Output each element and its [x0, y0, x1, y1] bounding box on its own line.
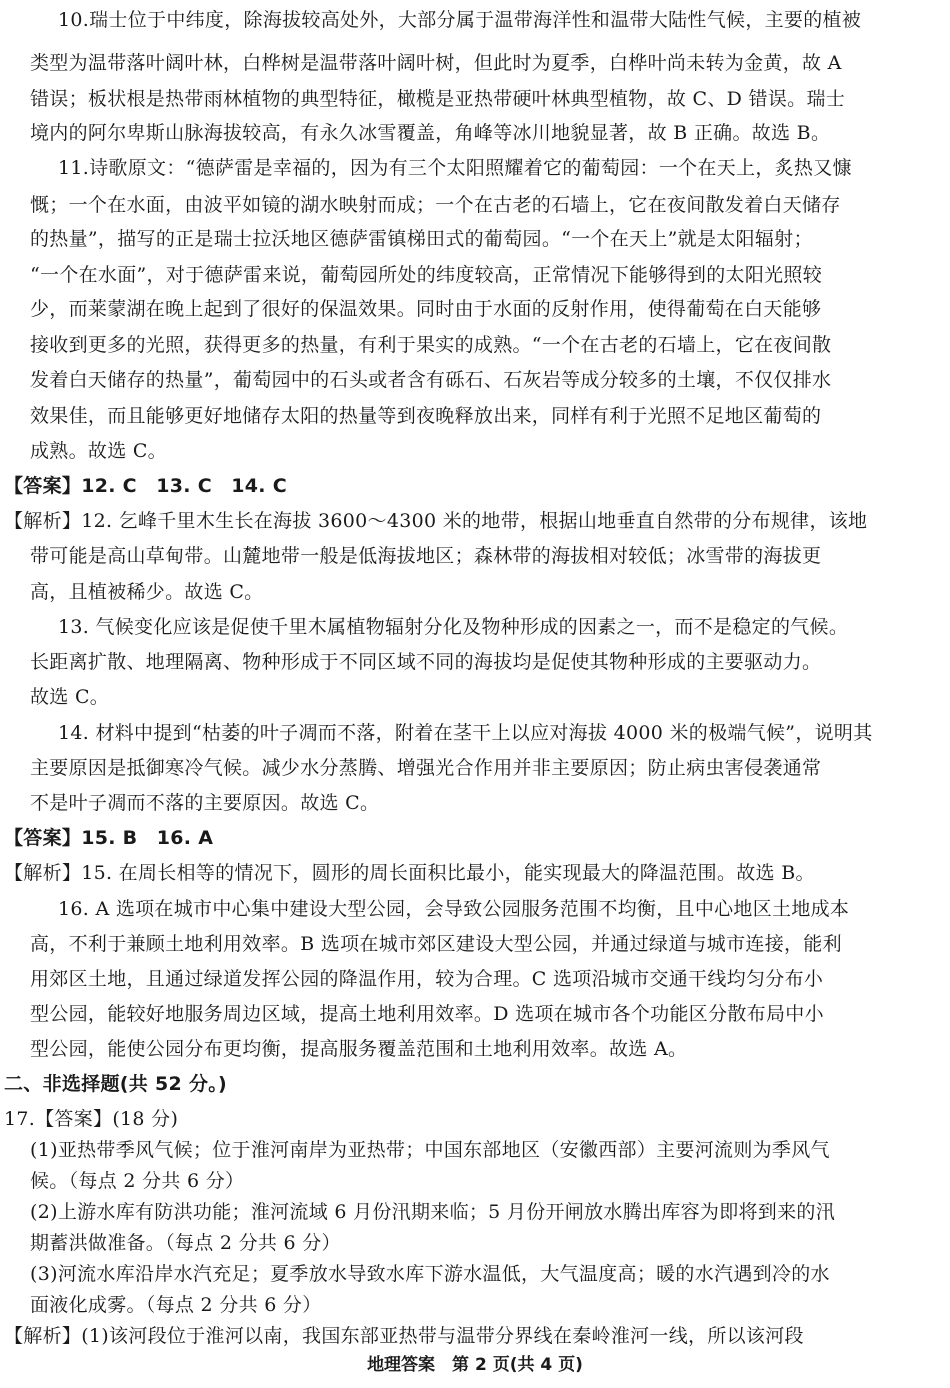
text-line: 主要原因是抵御寒冷气候。减少水分蒸腾、增强光合作用并非主要原因；防止病虫害侵袭通常 — [30, 757, 822, 779]
text-line: 的热量”，描写的正是瑞士拉沃地区德萨雷镇梯田式的葡萄园。“一个在天上”就是太阳辐射； — [30, 228, 813, 250]
text-line: 效果佳，而且能够更好地储存太阳的热量等到夜晚释放出来，同样有利于光照不足地区葡萄的 — [30, 405, 822, 427]
page-footer: 地理答案 第 2 页(共 4 页) — [367, 1355, 583, 1375]
text-line: 带可能是高山草甸带。山麓地带一般是低海拔地区；森林带的海拔相对较低；冰雪带的海拔更 — [30, 545, 822, 567]
section-heading: 二、非选择题(共 52 分。) — [4, 1073, 228, 1095]
text-line: 故选 C。 — [30, 686, 110, 708]
text-line: (3)河流水库沿岸水汽充足；夏季放水导致水库下游水温低，大气温度高；暖的水汽遇到冷的水 — [30, 1263, 830, 1285]
text-line: 长距离扩散、地理隔离、物种形成于不同区域不同的海拔均是促使其物种形成的主要驱动力。 — [30, 651, 822, 673]
text-line: 16. A 选项在城市中心集中建设大型公园，会导致公园服务范围不均衡，且中心地区土地成本 — [58, 898, 850, 920]
text-line: 境内的阿尔卑斯山脉海拔较高，有永久冰雪覆盖，角峰等冰川地貌显著，故 B 正确。故选 B。 — [30, 122, 831, 144]
text-line: 接收到更多的光照，获得更多的热量，有利于果实的成熟。“一个在古老的石墙上，它在夜间散 — [30, 334, 832, 356]
text-line: 10.瑞士位于中纬度，除海拔较高处外，大部分属于温带海洋性和温带大陆性气候，主要的植被 — [58, 9, 862, 31]
analysis-line: 【解析】(1)该河段位于淮河以南，我国东部亚热带与温带分界线在秦岭淮河一线，所以该河段 — [4, 1325, 804, 1347]
text-line: 成熟。故选 C。 — [30, 440, 167, 462]
text-line: 型公园，能使公园分布更均衡，提高服务覆盖范围和土地利用效率。故选 A。 — [30, 1038, 688, 1060]
answer-heading: 【答案】12. C 13. C 14. C — [4, 475, 287, 497]
text-line: 13. 气候变化应该是促使千里木属植物辐射分化及物种形成的因素之一，而不是稳定的气候。 — [58, 616, 849, 638]
text-line: 面液化成雾。（每点 2 分共 6 分） — [30, 1294, 322, 1316]
analysis-line: 【解析】12. 乞峰千里木生长在海拔 3600～4300 米的地带，根据山地垂直自然带的分布规律，该地 — [4, 510, 868, 532]
text-line: 发着白天储存的热量”，葡萄园中的石头或者含有砾石、石灰岩等成分较多的土壤，不仅仅排水 — [30, 369, 832, 391]
answer-heading: 【答案】15. B 16. A — [4, 827, 214, 849]
text-line: 高，不利于兼顾土地利用效率。B 选项在城市郊区建设大型公园，并通过绿道与城市连接，能利 — [30, 933, 842, 955]
text-line: 不是叶子凋而不落的主要原因。故选 C。 — [30, 792, 380, 814]
text-line: 少，而莱蒙湖在晚上起到了很好的保温效果。同时由于水面的反射作用，使得葡萄在白天能够 — [30, 298, 822, 320]
analysis-line: 【解析】15. 在周长相等的情况下，圆形的周长面积比最小，能实现最大的降温范围。故选 B。 — [4, 862, 815, 884]
text-line: “一个在水面”，对于德萨雷来说，葡萄园所处的纬度较高，正常情况下能够得到的太阳光照较 — [30, 264, 823, 286]
text-line: 高，且植被稀少。故选 C。 — [30, 581, 264, 603]
text-line: 14. 材料中提到“枯萎的叶子凋而不落，附着在茎干上以应对海拔 4000 米的极端气候”，说明其 — [58, 722, 873, 744]
text-line: 型公园，能较好地服务周边区域，提高土地利用效率。D 选项在城市各个功能区分散布局中小 — [30, 1003, 824, 1025]
text-line: 期蓄洪做准备。（每点 2 分共 6 分） — [30, 1232, 341, 1254]
question-heading: 17.【答案】(18 分) — [4, 1108, 179, 1130]
text-line: (1)亚热带季风气候；位于淮河南岸为亚热带；中国东部地区（安徽西部）主要河流则为季风气 — [30, 1139, 830, 1161]
text-line: 慨；一个在水面，由波平如镜的湖水映射而成；一个在古老的石墙上，它在夜间散发着白天储存 — [30, 194, 841, 216]
text-line: 候。（每点 2 分共 6 分） — [30, 1170, 245, 1192]
text-line: (2)上游水库有防洪功能；淮河流域 6 月份汛期来临；5 月份开闸放水腾出库容为即将到来的汛 — [30, 1201, 836, 1223]
text-line: 错误；板状根是热带雨林植物的典型特征，橄榄是亚热带硬叶林典型植物，故 C、D 错误。瑞士 — [30, 88, 846, 110]
text-line: 用郊区土地，且通过绿道发挥公园的降温作用，较为合理。C 选项沿城市交通干线均匀分布小 — [30, 968, 824, 990]
text-line: 类型为温带落叶阔叶林，白桦树是温带落叶阔叶树，但此时为夏季，白桦叶尚未转为金黄，故 A — [30, 52, 842, 74]
text-line: 11.诗歌原文：“德萨雷是幸福的，因为有三个太阳照耀着它的葡萄园：一个在天上，炙热又慷 — [58, 157, 852, 179]
